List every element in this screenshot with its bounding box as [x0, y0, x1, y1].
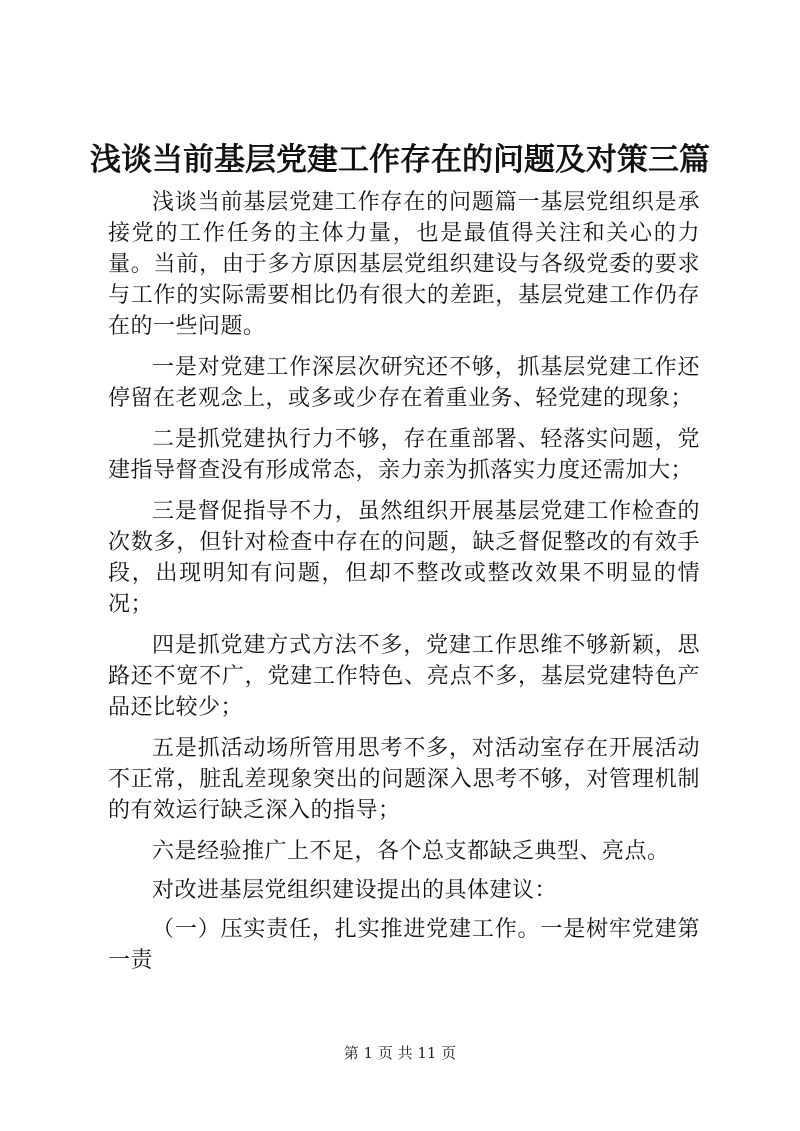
- page-number-footer: 第 1 页 共 11 页: [343, 1044, 457, 1062]
- paragraph-issue-3: 三是督促指导不力，虽然组织开展基层党建工作检查的次数多，但针对检查中存在的问题，缺乏督促整改的有效手段，出现明知有问题，但却不整改或整改效果不明显的情况；: [108, 499, 700, 617]
- paragraph-intro: 浅谈当前基层党建工作存在的问题篇一基层党组织是承接党的工作任务的主体力量，也是最值得关注和关心的力量。当前，由于多方原因基层党组织建设与各级党委的要求与工作的实际需要相比仍有很大的差距，基层党建工作仍存在的一些问题。: [108, 190, 700, 339]
- paragraph-issue-2: 二是抓党建执行力不够，存在重部署、轻落实问题，党建指导督查没有形成常态，亲力亲为抓落实力度还需加大；: [108, 427, 700, 483]
- paragraph-issue-5: 五是抓活动场所管用思考不多，对活动室存在开展活动不正常，脏乱差现象突出的问题深入思考不够，对管理机制的有效运行缺乏深入的指导；: [108, 736, 700, 823]
- document-title: 浅谈当前基层党建工作存在的问题及对策三篇: [90, 142, 710, 178]
- paragraph-issue-1: 一是对党建工作深层次研究还不够，抓基层党建工作还停留在老观念上，或多或少存在着重业务、轻党建的现象；: [108, 355, 700, 411]
- paragraph-suggestion-1: （一）压实责任，扎实推进党建工作。一是树牢党建第一责: [108, 917, 700, 973]
- paragraph-suggestions-intro: 对改进基层党组织建设提出的具体建议：: [152, 878, 558, 903]
- paragraph-issue-6: 六是经验推广上不足，各个总支都缺乏典型、亮点。: [152, 839, 670, 864]
- paragraph-issue-4: 四是抓党建方式方法不多，党建工作思维不够新颖，思路还不宽不广，党建工作特色、亮点不多，基层党建特色产品还比较少；: [108, 633, 700, 720]
- document-body: [108, 187, 700, 984]
